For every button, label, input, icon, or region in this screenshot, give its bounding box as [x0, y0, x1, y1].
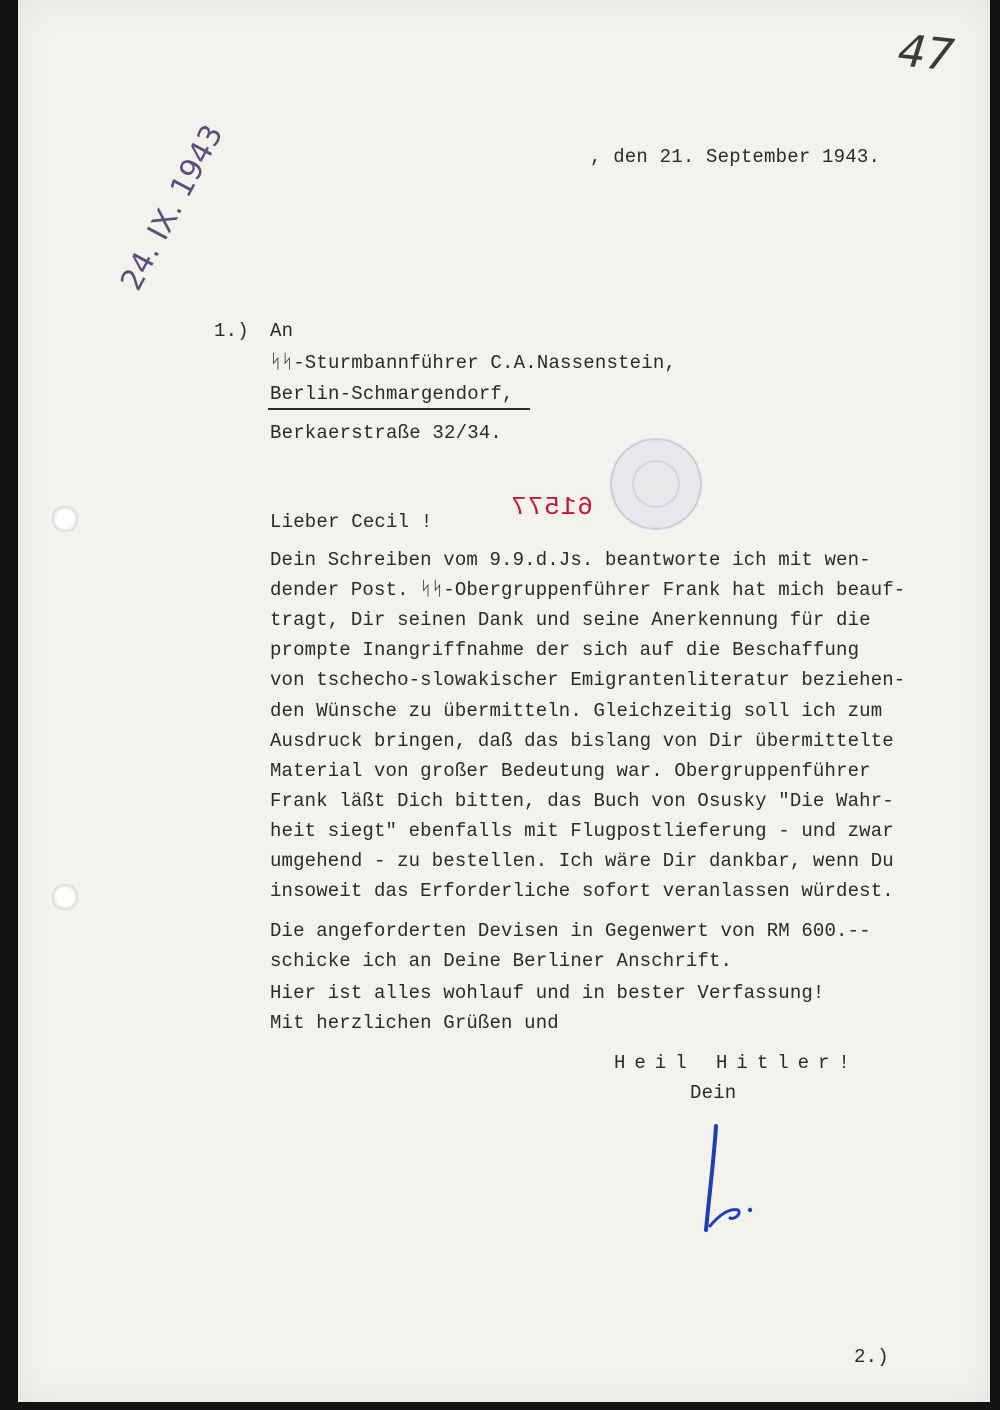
- paragraph1-line: tragt, Dir seinen Dank und seine Anerkennung für die: [270, 609, 871, 631]
- paragraph2-line: Hier ist alles wohlauf und in bester Verfassung!: [270, 982, 825, 1004]
- paragraph1-line: dender Post. ᛋᛋ-Obergruppenführer Frank hat mich beauf-: [270, 579, 906, 601]
- paragraph2-line: Die angeforderten Devisen in Gegenwert von RM 600.--: [270, 920, 871, 942]
- punch-hole-bottom: [52, 884, 78, 910]
- paragraph1-line: umgehend - zu bestellen. Ich wäre Dir dankbar, wenn Du: [270, 850, 894, 872]
- paragraph1-line: prompte Inangriffnahme der sich auf die Beschaffung: [270, 639, 860, 661]
- paragraph1-line: heit siegt" ebenfalls mit Flugpostlieferung - und zwar: [270, 820, 894, 842]
- closing-greeting: Heil Hitler!: [614, 1052, 859, 1074]
- recipient-prefix: An: [270, 320, 294, 342]
- faint-circular-stamp: [610, 438, 702, 530]
- closing-word: Dein: [690, 1082, 737, 1104]
- paragraph1-line: insoweit das Erforderliche sofort veranlassen würdest.: [270, 880, 894, 902]
- paragraph1-line: den Wünsche zu übermitteln. Gleichzeitig soll ich zum: [270, 700, 883, 722]
- signature: [690, 1118, 790, 1238]
- received-date-stamp: 24. IX. 1943: [114, 119, 231, 297]
- register-number-stamp: 61577: [510, 492, 594, 522]
- paragraph1-line: von tschecho-slowakischer Emigrantenliteratur beziehen-: [270, 669, 906, 691]
- paragraph2-line: Mit herzlichen Grüßen und: [270, 1012, 559, 1034]
- scan-border: [0, 0, 18, 1410]
- document-page: [18, 0, 990, 1402]
- recipient-city: Berlin-Schmargendorf,: [270, 383, 514, 405]
- address-underline: [268, 408, 530, 410]
- paragraph1-line: Dein Schreiben vom 9.9.d.Js. beantworte ich mit wen-: [270, 549, 871, 571]
- paragraph1-line: Ausdruck bringen, daß das bislang von Dir übermittelte: [270, 730, 894, 752]
- next-section-number: 2.): [854, 1346, 889, 1368]
- date-line: , den 21. September 1943.: [590, 146, 881, 168]
- section-number: 1.): [214, 320, 249, 342]
- recipient-name: ᛋᛋ-Sturmbannführer C.A.Nassenstein,: [270, 352, 677, 374]
- paragraph2-line: schicke ich an Deine Berliner Anschrift.: [270, 950, 733, 972]
- paragraph1-line: Material von großer Bedeutung war. Obergruppenführer: [270, 760, 871, 782]
- page-mark: 47: [895, 25, 957, 82]
- punch-hole-top: [52, 506, 78, 532]
- recipient-street: Berkaerstraße 32/34.: [270, 422, 503, 444]
- paragraph1-line: Frank läßt Dich bitten, das Buch von Osusky "Die Wahr-: [270, 790, 894, 812]
- stamp-inner-ring: [632, 460, 680, 508]
- salutation: Lieber Cecil !: [270, 511, 433, 533]
